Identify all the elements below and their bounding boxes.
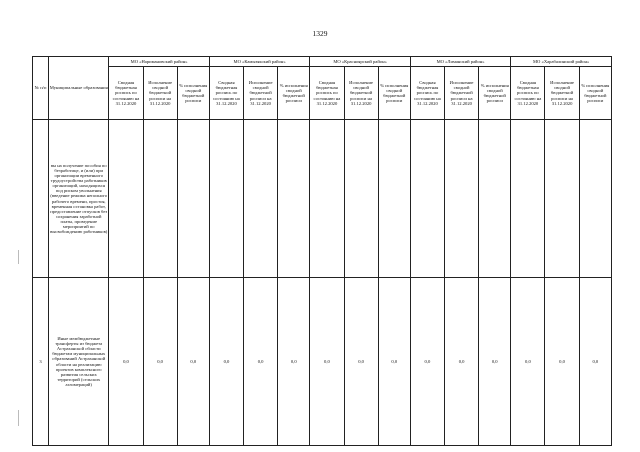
cell-value xyxy=(410,120,444,278)
cell-value xyxy=(511,120,545,278)
cell-value: 0,0 xyxy=(410,278,444,446)
header-municipality: Муниципальные образования xyxy=(49,57,109,120)
cell-value xyxy=(545,120,579,278)
cell-value xyxy=(378,120,410,278)
cell-value: 0,0 xyxy=(378,278,410,446)
subheader-execution: Исполнение сводной бюджетной росписи на 31.12.2020 xyxy=(545,67,579,120)
subheader-budget: Сводная бюджетная роспись по состоянию на 31.12.2020 xyxy=(410,67,444,120)
subheader-budget: Сводная бюджетная роспись по состоянию на 31.12.2020 xyxy=(109,67,143,120)
row-number xyxy=(33,120,49,278)
cell-value: 0,0 xyxy=(177,278,209,446)
subheader-budget: Сводная бюджетная роспись по состоянию на 31.12.2020 xyxy=(511,67,545,120)
subheader-percent: % исполнения сводной бюджетной росписи xyxy=(177,67,209,120)
subheader-percent: % исполнения сводной бюджетной росписи xyxy=(579,67,611,120)
cell-value xyxy=(479,120,511,278)
cell-value xyxy=(209,120,243,278)
cell-value xyxy=(177,120,209,278)
subheader-budget: Сводная бюджетная роспись по состоянию на 31.12.2020 xyxy=(310,67,344,120)
cell-value xyxy=(143,120,177,278)
cell-value: 0,0 xyxy=(479,278,511,446)
page-number: 1329 xyxy=(312,29,328,38)
subheader-percent: % исполнения сводной бюджетной росписи xyxy=(278,67,310,120)
scan-margin-mark xyxy=(18,410,19,426)
header-region-kharabalinsky: МО «Харабалинский район» xyxy=(511,57,612,67)
cell-value: 0,0 xyxy=(209,278,243,446)
cell-value xyxy=(445,120,479,278)
header-row-subcolumns xyxy=(33,67,612,120)
cell-value: 0,0 xyxy=(579,278,611,446)
subheader-execution: Исполнение сводной бюджетной росписи на 31.12.2020 xyxy=(445,67,479,120)
cell-value: 0,0 xyxy=(545,278,579,446)
subheader-budget: Сводная бюджетная роспись по состоянию на 31.12.2020 xyxy=(209,67,243,120)
header-region-narimanovsky: МО «Наримановский район» xyxy=(109,57,209,67)
header-region-krasnoyarsky: МО «Красноярский район» xyxy=(310,57,411,67)
subheader-percent: % исполнения сводной бюджетной росписи xyxy=(479,67,511,120)
header-number: № п/п xyxy=(33,57,49,120)
cell-value: 0,0 xyxy=(244,278,278,446)
subheader-execution: Исполнение сводной бюджетной росписи на 31.12.2020 xyxy=(143,67,177,120)
header-row-regions xyxy=(33,57,612,67)
header-region-limansky: МО «Лиманский район» xyxy=(410,57,510,67)
subheader-execution: Исполнение сводной бюджетной росписи на 31.12.2020 xyxy=(244,67,278,120)
table-row xyxy=(33,120,612,278)
cell-value: 0,0 xyxy=(344,278,378,446)
cell-value: 0,0 xyxy=(511,278,545,446)
cell-value: 0,0 xyxy=(143,278,177,446)
cell-value: 0,0 xyxy=(278,278,310,446)
row-description: Иные межбюджетные трансферты из бюджета Астраханской области бюджетам муниципальных образований Астраханской области на реализацию проектов комплексного развития сельских территорий (сельских агломераций) xyxy=(49,278,109,446)
cell-value: 0,0 xyxy=(109,278,143,446)
row-description: вы на получение пособия по безработице, и (или) при организации временного трудоустройства работников организаций, находящихся под риском увольнения (введение режима неполного рабочего времени, простоя, временная остановка работ, предоставление отпусков без сохранения заработной платы, проведение мероприятий по высвобождению работников) xyxy=(49,120,109,278)
scan-margin-mark xyxy=(18,250,19,264)
cell-value: 0,0 xyxy=(445,278,479,446)
cell-value xyxy=(579,120,611,278)
cell-value xyxy=(244,120,278,278)
table-row xyxy=(33,278,612,446)
subheader-percent: % исполнения сводной бюджетной росписи xyxy=(378,67,410,120)
budget-execution-table xyxy=(32,56,612,446)
cell-value xyxy=(109,120,143,278)
subheader-execution: Исполнение сводной бюджетной росписи на 31.12.2020 xyxy=(344,67,378,120)
header-region-kamyzyaksky: МО «Камызякский район» xyxy=(209,57,309,67)
cell-value xyxy=(344,120,378,278)
cell-value: 0,0 xyxy=(310,278,344,446)
cell-value xyxy=(310,120,344,278)
row-number: 3 xyxy=(33,278,49,446)
cell-value xyxy=(278,120,310,278)
